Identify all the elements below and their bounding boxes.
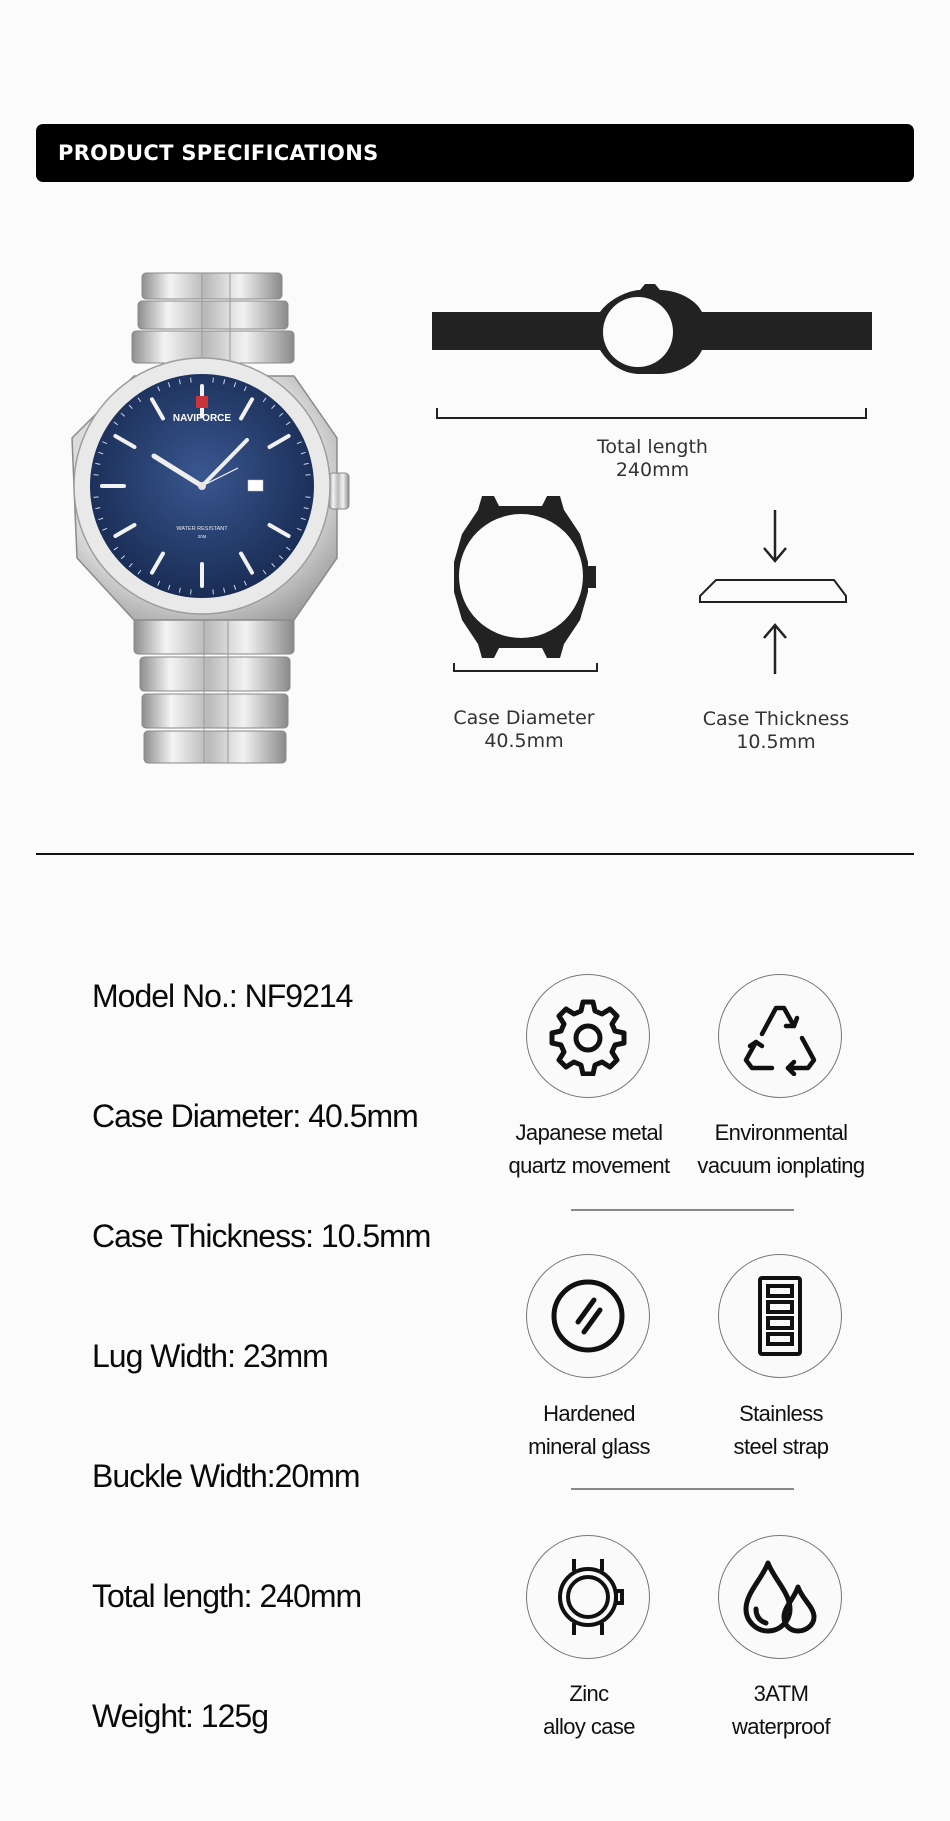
minute-tick xyxy=(305,475,310,476)
feature-movement-line2: quartz movement xyxy=(508,1153,670,1178)
minute-tick xyxy=(213,589,214,594)
spec-weight: Weight: 125g xyxy=(92,1698,268,1734)
crown xyxy=(329,473,349,509)
feature-glass-line2: mineral glass xyxy=(528,1434,650,1459)
spec-case-diameter: Case Diameter: 40.5mm xyxy=(92,1098,418,1134)
header-banner xyxy=(36,124,914,182)
feature-waterproof-label xyxy=(681,1677,881,1743)
feature-ionplating-line2: vacuum ionplating xyxy=(697,1153,865,1178)
case-thickness-label xyxy=(676,708,876,754)
water-drop-icon xyxy=(740,1557,820,1637)
feature-ionplating-label xyxy=(681,1116,881,1182)
strap-silhouette-icon xyxy=(430,280,878,420)
date-window xyxy=(248,480,263,491)
feature-ionplating-line1: Environmental xyxy=(714,1120,848,1145)
case-diameter-value: 40.5mm xyxy=(484,730,564,752)
feature-waterproof-line2: waterproof xyxy=(732,1714,830,1739)
spec-lug-width: Lug Width: 23mm xyxy=(92,1338,328,1374)
feature-glass-line1: Hardened xyxy=(543,1401,635,1426)
feature-waterproof-badge xyxy=(718,1535,842,1659)
feature-movement-label xyxy=(489,1116,689,1182)
minute-tick xyxy=(305,497,310,498)
total-length-value: 240mm xyxy=(615,459,690,481)
feature-glass-label xyxy=(489,1397,689,1463)
glass-icon xyxy=(548,1276,628,1356)
section-divider xyxy=(36,853,914,855)
case-thickness-value: 10.5mm xyxy=(736,731,816,753)
minute-tick xyxy=(94,497,99,498)
page-title: PRODUCT SPECIFICATIONS xyxy=(58,141,379,165)
bracelet-bottom xyxy=(134,618,294,763)
minute-tick xyxy=(94,475,99,476)
case-icon xyxy=(548,1557,628,1637)
feature-ionplating-badge xyxy=(718,974,842,1098)
minute-tick xyxy=(191,589,192,594)
minute-tick xyxy=(213,378,214,383)
spec-model: Model No.: NF9214 xyxy=(92,978,353,1014)
dial-water-text: WATER RESISTANT xyxy=(176,526,228,532)
gear-icon xyxy=(548,996,628,1076)
spec-total-length: Total length: 240mm xyxy=(92,1578,362,1614)
feature-case-label xyxy=(489,1677,689,1743)
spec-case-thickness: Case Thickness: 10.5mm xyxy=(92,1218,431,1254)
feature-strap-line1: Stainless xyxy=(739,1401,823,1426)
feature-case-line1: Zinc xyxy=(569,1681,609,1706)
feature-strap-line2: steel strap xyxy=(733,1434,829,1459)
watch-product-image xyxy=(62,268,362,773)
recycle-icon xyxy=(740,996,820,1076)
feature-separator xyxy=(571,1209,794,1211)
case-diameter-icon xyxy=(444,492,604,676)
feature-glass-badge xyxy=(526,1254,650,1378)
bracelet-top xyxy=(132,273,294,363)
feature-movement-badge xyxy=(526,974,650,1098)
feature-movement-line1: Japanese metal xyxy=(515,1120,663,1145)
dial-depth-text: 30M xyxy=(197,534,207,539)
case-thickness-icon xyxy=(696,508,856,678)
feature-case-line2: alloy case xyxy=(543,1714,635,1739)
minute-tick xyxy=(191,378,192,383)
feature-waterproof-line1: 3ATM xyxy=(753,1681,809,1706)
total-length-label xyxy=(550,436,755,482)
strap-icon xyxy=(740,1276,820,1356)
case-diameter-label xyxy=(424,707,624,753)
spec-buckle-width: Buckle Width:20mm xyxy=(92,1458,360,1494)
brand-logo-text: NAVIFORCE xyxy=(172,413,232,424)
feature-strap-badge xyxy=(718,1254,842,1378)
feature-separator xyxy=(571,1488,794,1490)
case-thickness-title: Case Thickness xyxy=(702,708,850,730)
feature-strap-label xyxy=(681,1397,881,1463)
case-diameter-title: Case Diameter xyxy=(453,707,595,729)
feature-case-badge xyxy=(526,1535,650,1659)
total-length-title: Total length xyxy=(597,436,708,458)
